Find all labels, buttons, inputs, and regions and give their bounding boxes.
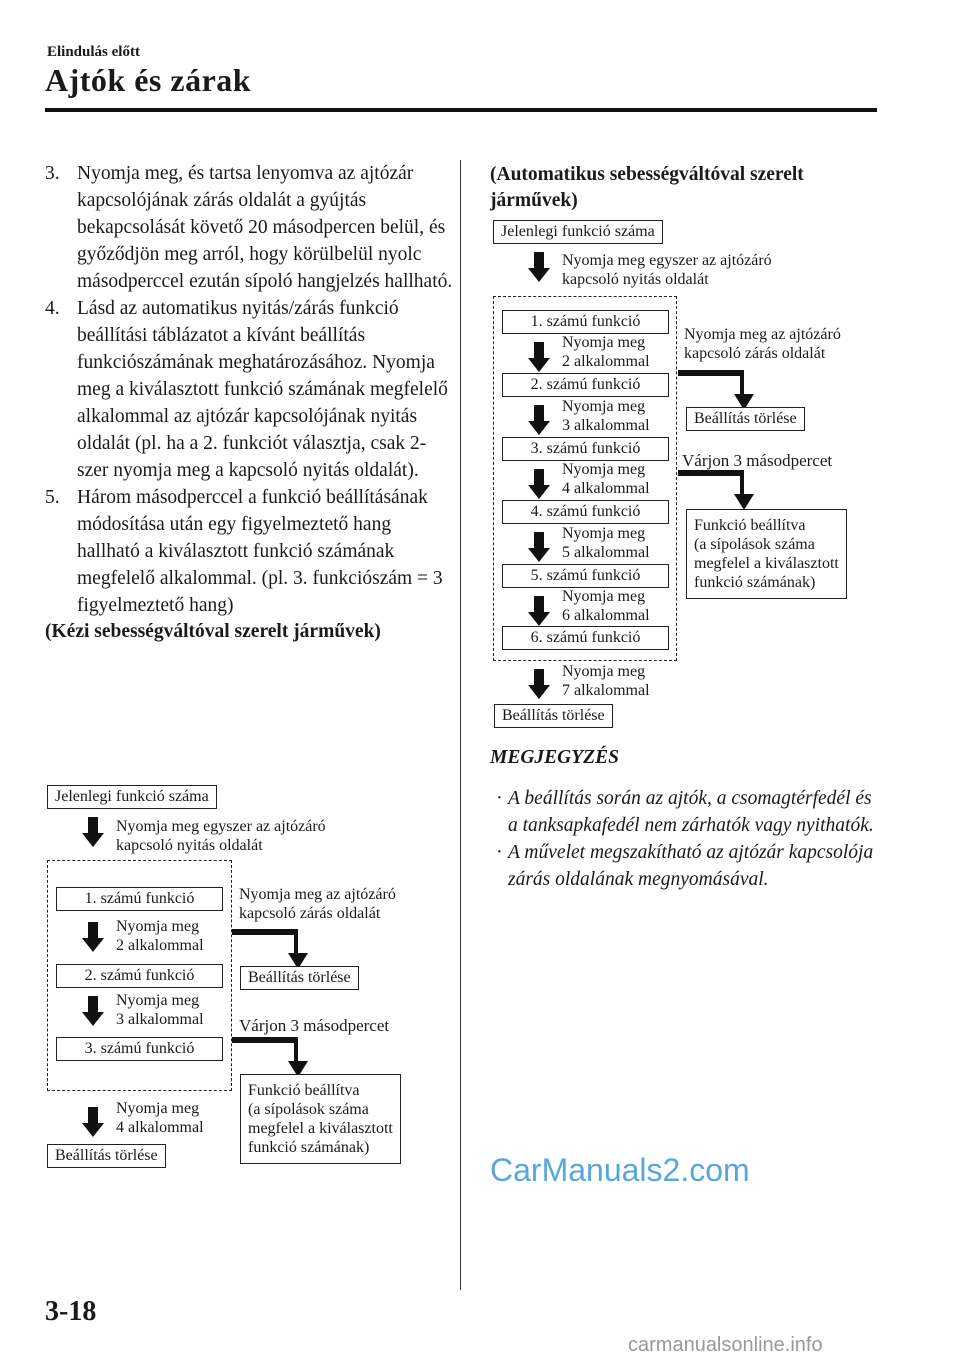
note-text: A beállítás során az ajtók, a csomagtérfedél és a tanksapkafedél nem zárhatók vagy nyithatók. xyxy=(508,788,874,836)
arrow-down-icon xyxy=(528,342,550,372)
step-text: Lásd az automatikus nyitás/zárás funkció beállítási táblázatot a kívánt beállítás funkciószámának meghatározásához. Nyomja meg a kiválasztott funkció számának megfelelő alkalommal az ajtózár kapcsolójának nyitás oldalát (pl. ha a 2. funkciót választja, csak 2-szer nyomja meg a kapcsoló nyitás oldalát). xyxy=(77,298,448,481)
press-count-label: Nyomja meg 3 alkalommal xyxy=(116,992,204,1028)
steps-list xyxy=(45,160,455,645)
arrow-down-icon xyxy=(528,252,550,282)
press-count-label: Nyomja meg 7 alkalommal xyxy=(562,663,650,699)
function-box: 3. számú funkció xyxy=(56,1037,223,1061)
arrow-down-icon xyxy=(82,996,104,1026)
step-text: Három másodperccel a funkció beállításának módosítása után egy figyelmeztető hang hallható a kiválasztott funkció számának megfelelő alkalommal. (pl. 3. funkciószám = 3 figyelmeztető hang) xyxy=(77,487,443,616)
section-label: Elindulás előtt xyxy=(47,44,140,60)
arrow-down-icon xyxy=(82,1107,104,1137)
function-box: 3. számú funkció xyxy=(502,437,669,461)
bent-arrow-icon xyxy=(678,366,764,410)
bent-arrow-icon xyxy=(232,925,318,969)
bullet: · xyxy=(496,788,502,809)
step-number: 4. xyxy=(45,298,60,319)
function-box: 5. számú funkció xyxy=(502,564,669,588)
note-title: MEGJEGYZÉS xyxy=(490,747,619,768)
watermark-logo: CarManuals2.com xyxy=(490,1152,750,1188)
column-divider xyxy=(460,160,461,1290)
function-box: 1. számú funkció xyxy=(502,310,669,334)
note-item xyxy=(490,785,880,839)
arrow-down-icon xyxy=(528,669,550,699)
note-list xyxy=(490,785,880,893)
auto-heading: (Automatikus sebességváltóval szerelt járművek) xyxy=(490,164,804,211)
press-count-label: Nyomja meg 2 alkalommal xyxy=(116,918,204,954)
clear-setting-box: Beállítás törlése xyxy=(240,966,359,990)
page-number: 3-18 xyxy=(45,1296,97,1327)
bent-arrow-icon xyxy=(232,1033,318,1077)
arrow-down-icon xyxy=(528,469,550,499)
arrow-down-icon xyxy=(528,405,550,435)
press-count-label: Nyomja meg 2 alkalommal xyxy=(562,334,650,370)
clear-setting-box: Beállítás törlése xyxy=(686,407,805,431)
function-set-box: Funkció beállítva (a sípolások száma megfelel a kiválasztott funkció számának) xyxy=(240,1074,401,1164)
footer-watermark: carmanualsonline.info xyxy=(628,1334,823,1356)
clear-setting-box: Beállítás törlése xyxy=(494,704,613,728)
press-lock-label: Nyomja meg az ajtózáró kapcsoló zárás oldalát xyxy=(684,326,841,362)
press-once-label: Nyomja meg egyszer az ajtózáró kapcsoló nyitás oldalát xyxy=(562,252,772,288)
wait-label: Várjon 3 másodpercet xyxy=(682,451,833,470)
step-item xyxy=(45,160,455,295)
function-box: 2. számú funkció xyxy=(502,373,669,397)
function-box: 2. számú funkció xyxy=(56,964,223,988)
bent-arrow-icon xyxy=(678,466,764,510)
press-count-label: Nyomja meg 3 alkalommal xyxy=(562,398,650,434)
chapter-title: Ajtók és zárak xyxy=(45,62,252,98)
press-count-label: Nyomja meg 5 alkalommal xyxy=(562,525,650,561)
function-box: 4. számú funkció xyxy=(502,500,669,524)
manual-heading: (Kézi sebességváltóval szerelt járművek) xyxy=(45,621,381,642)
current-function-box: Jelenlegi funkció száma xyxy=(47,785,217,809)
note-text: A művelet megszakítható az ajtózár kapcsolója zárás oldalának megnyomásával. xyxy=(508,842,874,890)
press-lock-label: Nyomja meg az ajtózáró kapcsoló zárás oldalát xyxy=(239,886,396,922)
clear-setting-box: Beállítás törlése xyxy=(47,1144,166,1168)
step-number: 5. xyxy=(45,487,60,508)
step-number: 3. xyxy=(45,163,60,184)
press-count-label: Nyomja meg 4 alkalommal xyxy=(116,1100,204,1136)
press-once-label: Nyomja meg egyszer az ajtózáró kapcsoló nyitás oldalát xyxy=(116,818,326,854)
arrow-down-icon xyxy=(528,532,550,562)
arrow-down-icon xyxy=(528,596,550,626)
wait-label: Várjon 3 másodpercet xyxy=(239,1016,390,1035)
arrow-down-icon xyxy=(82,922,104,952)
press-count-label: Nyomja meg 6 alkalommal xyxy=(562,588,650,624)
function-box: 6. számú funkció xyxy=(502,626,669,650)
step-text: Nyomja meg, és tartsa lenyomva az ajtózár kapcsolójának zárás oldalát a gyújtás bekapcsolását követő 20 másodpercen belül, és győződjön meg arról, hogy körülbelül nyolc másodperccel ezután sípoló hangjelzés hallható. xyxy=(77,163,453,292)
bullet: · xyxy=(496,842,502,863)
function-set-box: Funkció beállítva (a sípolások száma megfelel a kiválasztott funkció számának) xyxy=(686,509,847,599)
header-rule xyxy=(45,108,877,112)
note-item xyxy=(490,839,880,893)
arrow-down-icon xyxy=(82,817,104,847)
step-item xyxy=(45,484,455,619)
press-count-label: Nyomja meg 4 alkalommal xyxy=(562,461,650,497)
function-box: 1. számú funkció xyxy=(56,887,223,911)
step-item xyxy=(45,295,455,484)
current-function-box: Jelenlegi funkció száma xyxy=(493,220,663,244)
